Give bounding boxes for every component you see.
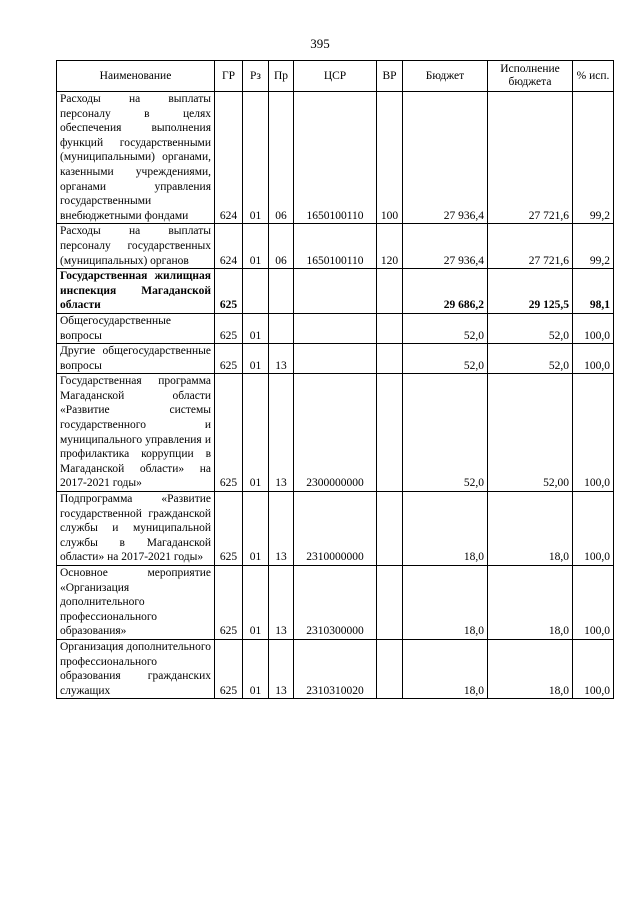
header-vr: ВР: [377, 61, 403, 92]
table-row: [57, 639, 614, 698]
table-row: [57, 566, 614, 640]
cell-pr: 13: [269, 344, 294, 374]
cell-csr: 2310310020: [294, 639, 377, 698]
cell-csr: 1650100110: [294, 224, 377, 269]
cell-execution: 27 721,6: [488, 224, 573, 269]
cell-pct: 100,0: [573, 374, 614, 492]
cell-budget: 18,0: [403, 492, 488, 566]
cell-budget: 18,0: [403, 639, 488, 698]
cell-rz: 01: [243, 344, 269, 374]
cell-gr: 625: [215, 269, 243, 314]
cell-execution: 18,0: [488, 639, 573, 698]
cell-execution: 18,0: [488, 566, 573, 640]
cell-pct: 100,0: [573, 639, 614, 698]
cell-vr: [377, 269, 403, 314]
cell-vr: [377, 374, 403, 492]
table-row: [57, 344, 614, 374]
header-execution: Исполнение бюджета: [488, 61, 573, 92]
cell-execution: 27 721,6: [488, 92, 573, 224]
cell-pr: 13: [269, 374, 294, 492]
cell-gr: 624: [215, 224, 243, 269]
cell-budget: 27 936,4: [403, 92, 488, 224]
header-name: Наименование: [57, 61, 215, 92]
table-row: [57, 374, 614, 492]
header-budget: Бюджет: [403, 61, 488, 92]
cell-pr: 06: [269, 224, 294, 269]
cell-vr: [377, 639, 403, 698]
cell-vr: 120: [377, 224, 403, 269]
cell-csr: 2300000000: [294, 374, 377, 492]
cell-execution: 18,0: [488, 492, 573, 566]
table-row: [57, 224, 614, 269]
header-pr: Пр: [269, 61, 294, 92]
cell-csr: [294, 269, 377, 314]
cell-pr: 13: [269, 566, 294, 640]
cell-rz: 01: [243, 566, 269, 640]
cell-rz: 01: [243, 374, 269, 492]
cell-vr: [377, 492, 403, 566]
cell-pct: 100,0: [573, 344, 614, 374]
cell-name: Расходы на выплаты персоналу государственных (муниципальных) органов: [57, 224, 215, 269]
cell-budget: 29 686,2: [403, 269, 488, 314]
header-gr: ГР: [215, 61, 243, 92]
cell-rz: 01: [243, 639, 269, 698]
cell-pct: 98,1: [573, 269, 614, 314]
cell-pr: 13: [269, 639, 294, 698]
cell-vr: [377, 344, 403, 374]
cell-csr: 1650100110: [294, 92, 377, 224]
cell-name: Общегосударственные вопросы: [57, 313, 215, 343]
cell-rz: 01: [243, 92, 269, 224]
cell-budget: 52,0: [403, 313, 488, 343]
cell-budget: 52,0: [403, 344, 488, 374]
cell-gr: 625: [215, 344, 243, 374]
cell-vr: [377, 566, 403, 640]
cell-pr: [269, 269, 294, 314]
cell-gr: 625: [215, 566, 243, 640]
cell-rz: 01: [243, 492, 269, 566]
cell-name: Другие общегосударственные вопросы: [57, 344, 215, 374]
cell-gr: 624: [215, 92, 243, 224]
page-number: 395: [310, 36, 330, 51]
cell-gr: 625: [215, 313, 243, 343]
table-row: [57, 492, 614, 566]
table-row: [57, 92, 614, 224]
cell-name: Основное мероприятие «Организация дополнительного профессионального образования»: [57, 566, 215, 640]
cell-csr: 2310300000: [294, 566, 377, 640]
cell-name: Подпрограмма «Развитие государственной гражданской службы и муниципальной службы в Магаданской области» на 2017-2021 годы»: [57, 492, 215, 566]
cell-csr: 2310000000: [294, 492, 377, 566]
cell-execution: 29 125,5: [488, 269, 573, 314]
cell-name: Организация дополнительного профессионального образования гражданских служащих: [57, 639, 215, 698]
cell-execution: 52,0: [488, 344, 573, 374]
cell-budget: 18,0: [403, 566, 488, 640]
cell-rz: [243, 269, 269, 314]
table-row: [57, 313, 614, 343]
cell-pr: 13: [269, 492, 294, 566]
cell-pct: 100,0: [573, 566, 614, 640]
cell-pr: [269, 313, 294, 343]
cell-pct: 99,2: [573, 92, 614, 224]
cell-gr: 625: [215, 639, 243, 698]
cell-name: Государственная жилищная инспекция Магаданской области: [57, 269, 215, 314]
cell-budget: 27 936,4: [403, 224, 488, 269]
cell-vr: [377, 313, 403, 343]
cell-name: Расходы на выплаты персоналу в целях обеспечения выполнения функций государственными (муниципальными) органами, казенными учреждениями, органами управления государственными внебюджетными фондами: [57, 92, 215, 224]
cell-pct: 99,2: [573, 224, 614, 269]
cell-csr: [294, 313, 377, 343]
cell-gr: 625: [215, 374, 243, 492]
cell-pr: 06: [269, 92, 294, 224]
cell-vr: 100: [377, 92, 403, 224]
header-pct: % исп.: [573, 61, 614, 92]
cell-pct: 100,0: [573, 313, 614, 343]
table-header-row: [57, 61, 614, 92]
cell-budget: 52,0: [403, 374, 488, 492]
cell-rz: 01: [243, 224, 269, 269]
cell-execution: 52,00: [488, 374, 573, 492]
header-rz: Рз: [243, 61, 269, 92]
cell-pct: 100,0: [573, 492, 614, 566]
cell-gr: 625: [215, 492, 243, 566]
table-row: [57, 269, 614, 314]
cell-rz: 01: [243, 313, 269, 343]
cell-name: Государственная программа Магаданской области «Развитие системы государственного и муниципального управления и профилактика коррупции в Магаданской области» на 2017-2021 годы»: [57, 374, 215, 492]
header-csr: ЦСР: [294, 61, 377, 92]
cell-csr: [294, 344, 377, 374]
budget-table: [56, 60, 614, 699]
cell-execution: 52,0: [488, 313, 573, 343]
